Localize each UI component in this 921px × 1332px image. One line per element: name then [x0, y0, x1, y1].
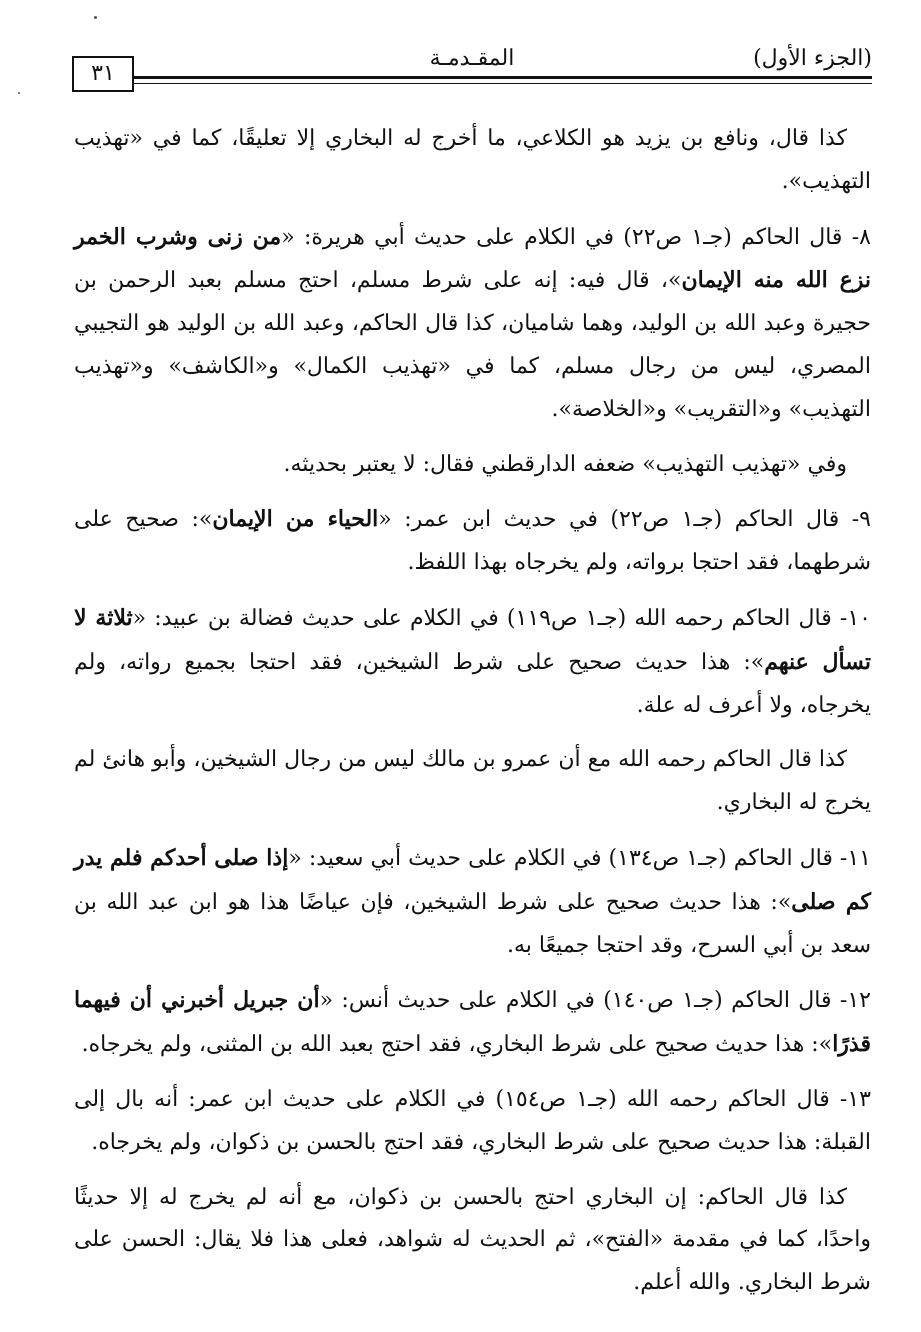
paragraph-item-11 [74, 837, 871, 967]
paragraph [74, 739, 871, 825]
page-number: ٣١ [72, 56, 134, 92]
paragraph-text: ١٣- قال الحاكم رحمه الله (جـ١ ص١٥٤) في الكلام على حديث ابن عمر: أنه بال إلى القبلة: هذا حديث صحيح على شرط البخاري، فقد احتج بالحسن بن ذكوان، ولم يخرجاه. [74, 1086, 871, 1155]
paragraph-text: ٨- قال الحاكم (جـ١ ص٢٢) في الكلام على حديث أبي هريرة: « [281, 224, 871, 250]
part-label: (الجزء الأول) [753, 46, 872, 71]
paragraph-text: ١٢- قال الحاكم (جـ١ ص١٤٠) في الكلام على حديث أنس: « [319, 988, 871, 1014]
paragraph-text: »: صحيح على شرطهما، فقد احتجا برواته، ولم يخرجاه بهذا اللفظ. [74, 507, 871, 576]
paragraph-item-13 [74, 1079, 871, 1165]
paragraph [74, 1177, 871, 1305]
header-rule-thin [134, 83, 872, 84]
page-header [72, 40, 872, 100]
paragraph-text: ١١- قال الحاكم (جـ١ ص١٣٤) في الكلام على حديث أبي سعيد: « [288, 845, 871, 871]
page-body [74, 118, 871, 1305]
paragraph [74, 118, 871, 204]
paragraph-text: وفي «تهذيب التهذيب» ضعفه الدارقطني فقال: لا يعتبر بحديثه. [283, 451, 847, 477]
paragraph-item-12 [74, 979, 871, 1067]
paragraph [74, 444, 871, 487]
hadith-quote: إذا صلى أحدكم فلم يدر كم صلى [74, 844, 871, 915]
paragraph-text: ١٠- قال الحاكم رحمه الله (جـ١ ص١١٩) في الكلام على حديث فضالة بن عبيد: « [132, 605, 871, 631]
paragraph-text: »، قال فيه: إنه على شرط مسلم، احتج مسلم بعبد الرحمن بن حجيرة وعبد الله بن الوليد، وهما شاميان، كذا قال الحاكم، وعبد الله بن الوليد هو التجيبي المصري، ليس من رجال مسلم، كما في «تهذيب الكمال» و«الكاشف» و«تهذيب التهذيب» و«التقريب» و«الخلاصة». [74, 268, 871, 422]
hadith-quote: أن جبريل أخبرني أن فيهما قذرًا [74, 987, 871, 1058]
hadith-quote: من زنى وشرب الخمر نزع الله منه الإيمان [74, 223, 871, 294]
scan-speck [18, 92, 20, 94]
paragraph-text: كذا قال، ونافع بن يزيد هو الكلاعي، ما أخرج له البخاري إلا تعليقًا، كما في «تهذيب التهذيب». [74, 126, 871, 194]
paragraph-text: »: هذا حديث صحيح على شرط الشيخين، فقد احتجا بجميع رواته، ولم يخرجاه، ولا أعرف له علة. [74, 649, 871, 718]
hadith-quote: الحياء من الإيمان [212, 506, 379, 533]
paragraph-item-9 [74, 498, 871, 585]
paragraph-text: »: هذا حديث صحيح على شرط البخاري، فقد احتج بعبد الله بن المثنى، ولم يخرجاه. [81, 1032, 833, 1058]
scan-speck [94, 16, 97, 19]
header-rule-thick [134, 76, 872, 79]
paragraph-text: »: هذا حديث صحيح على شرط الشيخين، فإن عياضًا هذا هو ابن عبد الله بن سعد بن أبي السرح، وقد احتجا جميعًا به. [74, 889, 871, 958]
paragraph-item-10 [74, 597, 871, 727]
hadith-quote: ثلاثة لا تسأل عنهم [74, 604, 871, 675]
paragraph-item-8 [74, 216, 871, 432]
paragraph-text: كذا قال الحاكم: إن البخاري احتج بالحسن بن ذكوان، مع أنه لم يخرج له إلا حديثًا واحدًا، كما في مقدمة «الفتح»، ثم الحديث له شواهد، فعلى هذا فلا يقال: الحسن على شرط البخاري. والله أعلم. [74, 1184, 871, 1296]
running-title: المقـدمـة [429, 46, 515, 71]
paragraph-text: كذا قال الحاكم رحمه الله مع أن عمرو بن مالك ليس من رجال الشيخين، وأبو هانئ لم يخرج له البخاري. [74, 747, 871, 816]
paragraph-text: ٩- قال الحاكم (جـ١ ص٢٢) في حديث ابن عمر: « [378, 507, 871, 533]
